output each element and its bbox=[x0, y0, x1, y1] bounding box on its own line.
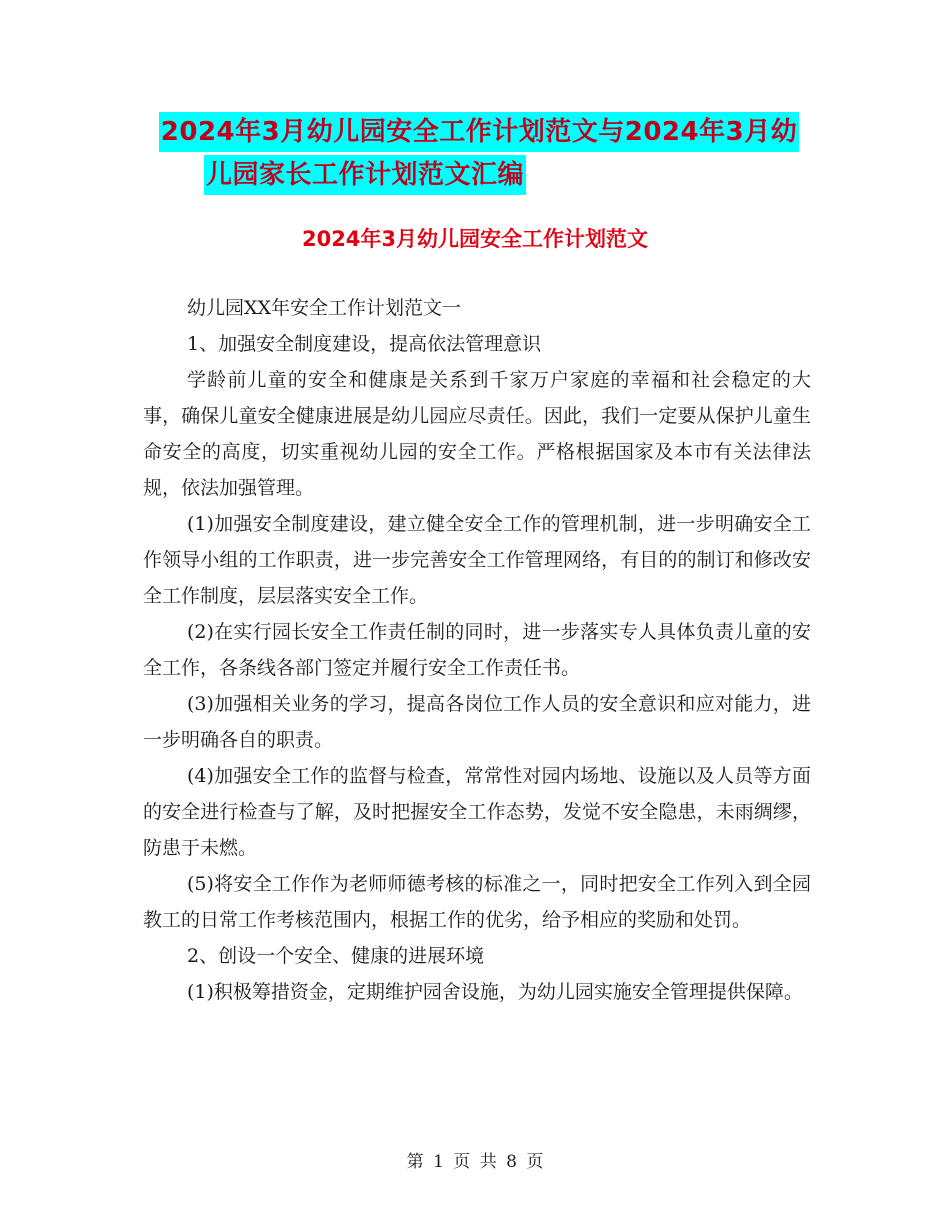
section-subtitle: 2024年3月幼儿园安全工作计划范文 bbox=[301, 227, 649, 251]
paragraph: 2、创设一个安全、健康的进展环境 bbox=[187, 945, 485, 967]
document-title bbox=[0, 112, 950, 195]
document-body bbox=[143, 290, 811, 1010]
paragraph: (5)将安全工作作为老师师德考核的标准之一，同时把安全工作列入到全园教工的日常工作考核范围内，根据工作的优劣，给予相应的奖励和处罚。 bbox=[143, 873, 811, 931]
paragraph: (2)在实行园长安全工作责任制的同时，进一步落实专人具体负责儿童的安全工作，各条线各部门签定并履行安全工作责任书。 bbox=[143, 621, 811, 679]
paragraph: 学龄前儿童的安全和健康是关系到千家万户家庭的幸福和社会稳定的大事，确保儿童安全健康进展是幼儿园应尽责任。因此，我们一定要从保护儿童生命安全的高度，切实重视幼儿园的安全工作。严格根据国家及本市有关法律法规，依法加强管理。 bbox=[143, 369, 811, 499]
paragraph: (3)加强相关业务的学习，提高各岗位工作人员的安全意识和应对能力，进一步明确各自的职责。 bbox=[143, 693, 811, 751]
paragraph: (4)加强安全工作的监督与检查，常常性对园内场地、设施以及人员等方面的安全进行检查与了解，及时把握安全工作态势，发觉不安全隐患，未雨绸缪，防患于未燃。 bbox=[143, 765, 811, 859]
paragraph: 幼儿园XX年安全工作计划范文一 bbox=[187, 297, 462, 319]
title-line-1: 2024年3月幼儿园安全工作计划范文与2024年3月幼 bbox=[159, 112, 799, 152]
title-line-2: 儿园家长工作计划范文汇编 bbox=[204, 155, 526, 195]
paragraph: (1)加强安全制度建设，建立健全安全工作的管理机制，进一步明确安全工作领导小组的工作职责，进一步完善安全工作管理网络，有目的的制订和修改安全工作制度，层层落实安全工作。 bbox=[143, 513, 811, 607]
page-number-footer: 第 1 页 共 8 页 bbox=[406, 1152, 544, 1172]
paragraph: (1)积极筹措资金，定期维护园舍设施，为幼儿园实施安全管理提供保障。 bbox=[187, 981, 803, 1003]
paragraph: 1、加强安全制度建设，提高依法管理意识 bbox=[187, 333, 542, 355]
